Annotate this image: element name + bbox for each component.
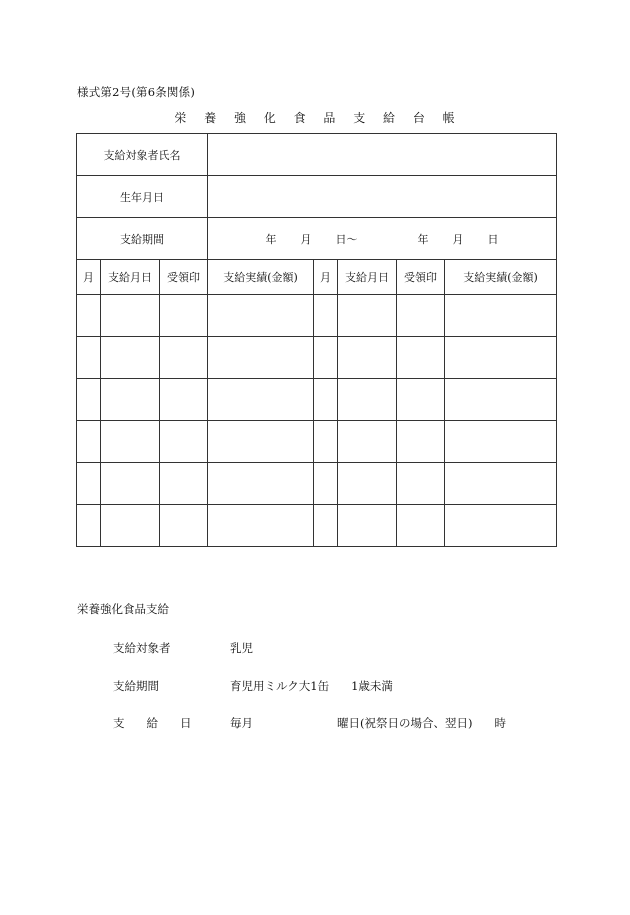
- table-row: [77, 463, 557, 505]
- period-age: 1歳未満: [351, 679, 393, 693]
- table-cell[interactable]: [77, 505, 101, 547]
- table-row: [77, 295, 557, 337]
- period-from-month: 月: [300, 232, 312, 246]
- table-cell[interactable]: [314, 379, 338, 421]
- name-field[interactable]: [208, 134, 557, 176]
- table-cell[interactable]: [101, 379, 160, 421]
- table-cell[interactable]: [397, 379, 445, 421]
- period-field[interactable]: [208, 218, 557, 260]
- column-header: 支給実績(金額): [208, 260, 314, 295]
- table-row: [77, 505, 557, 547]
- period-info-value: [230, 678, 393, 694]
- table-cell[interactable]: [338, 379, 397, 421]
- table-cell[interactable]: [160, 379, 208, 421]
- column-header: 受領印: [397, 260, 445, 295]
- birth-label: 生年月日: [77, 176, 208, 218]
- column-header: 月: [314, 260, 338, 295]
- table-row: [77, 379, 557, 421]
- supply-day-value: [230, 715, 506, 731]
- table-cell[interactable]: [445, 337, 557, 379]
- column-header: 支給月日: [338, 260, 397, 295]
- period-to-day: 日: [487, 232, 499, 246]
- table-cell[interactable]: [208, 505, 314, 547]
- table-cell[interactable]: [160, 463, 208, 505]
- supply-day-every: 毎月: [230, 716, 253, 730]
- name-label: 支給対象者氏名: [77, 134, 208, 176]
- column-header-row: [77, 260, 557, 295]
- table-cell[interactable]: [338, 463, 397, 505]
- supply-section-title: 栄養強化食品支給: [77, 602, 169, 616]
- period-item: 育児用ミルク大1缶: [230, 679, 330, 693]
- supply-day-label-char: 日: [180, 716, 192, 730]
- table-cell[interactable]: [101, 463, 160, 505]
- period-info-label: 支給期間: [113, 679, 159, 693]
- table-cell[interactable]: [314, 337, 338, 379]
- period-to-year: 年: [417, 232, 429, 246]
- table-cell[interactable]: [338, 421, 397, 463]
- table-cell[interactable]: [160, 505, 208, 547]
- table-cell[interactable]: [397, 337, 445, 379]
- table-cell[interactable]: [314, 421, 338, 463]
- period-from-day: 日〜: [335, 232, 358, 246]
- table-cell[interactable]: [160, 295, 208, 337]
- table-cell[interactable]: [314, 505, 338, 547]
- table-cell[interactable]: [77, 463, 101, 505]
- supply-day-label-char: 支: [113, 716, 125, 730]
- birth-field[interactable]: [208, 176, 557, 218]
- supply-day-label: [113, 715, 192, 731]
- table-cell[interactable]: [397, 421, 445, 463]
- table-cell[interactable]: [338, 337, 397, 379]
- table-cell[interactable]: [445, 295, 557, 337]
- table-cell[interactable]: [101, 337, 160, 379]
- table-cell[interactable]: [397, 463, 445, 505]
- table-cell[interactable]: [314, 295, 338, 337]
- table-cell[interactable]: [77, 379, 101, 421]
- table-cell[interactable]: [445, 463, 557, 505]
- target-value: 乳児: [230, 641, 253, 655]
- form-number: 様式第2号(第6条関係): [77, 85, 196, 99]
- table-cell[interactable]: [338, 505, 397, 547]
- table-cell[interactable]: [208, 379, 314, 421]
- table-cell[interactable]: [77, 421, 101, 463]
- table-row: [77, 337, 557, 379]
- table-cell[interactable]: [77, 295, 101, 337]
- table-cell[interactable]: [445, 421, 557, 463]
- table-cell[interactable]: [160, 421, 208, 463]
- table-cell[interactable]: [338, 295, 397, 337]
- table-cell[interactable]: [208, 421, 314, 463]
- name-row: [77, 134, 557, 176]
- target-label: 支給対象者: [113, 641, 171, 655]
- table-cell[interactable]: [101, 295, 160, 337]
- table-cell[interactable]: [160, 337, 208, 379]
- table-cell[interactable]: [77, 337, 101, 379]
- document-title: 栄 養 強 化 食 品 支 給 台 帳: [174, 111, 462, 125]
- table-cell[interactable]: [208, 337, 314, 379]
- supply-ledger-table: [76, 133, 557, 547]
- table-cell[interactable]: [101, 505, 160, 547]
- table-row: [77, 421, 557, 463]
- table-cell[interactable]: [314, 463, 338, 505]
- column-header: 月: [77, 260, 101, 295]
- table-cell[interactable]: [101, 421, 160, 463]
- table-cell[interactable]: [397, 505, 445, 547]
- birth-row: [77, 176, 557, 218]
- supply-day-hour: 時: [494, 716, 506, 730]
- table-cell[interactable]: [445, 505, 557, 547]
- table-cell[interactable]: [445, 379, 557, 421]
- table-cell[interactable]: [208, 463, 314, 505]
- column-header: 支給月日: [101, 260, 160, 295]
- supply-day-weekday: 曜日(祝祭日の場合、翌日): [337, 716, 473, 730]
- period-to-month: 月: [452, 232, 464, 246]
- table-cell[interactable]: [208, 295, 314, 337]
- supply-day-label-char: 給: [146, 716, 158, 730]
- column-header: 受領印: [160, 260, 208, 295]
- period-row: [77, 218, 557, 260]
- period-from-year: 年: [265, 232, 277, 246]
- period-label: 支給期間: [77, 218, 208, 260]
- column-header: 支給実績(金額): [445, 260, 557, 295]
- table-cell[interactable]: [397, 295, 445, 337]
